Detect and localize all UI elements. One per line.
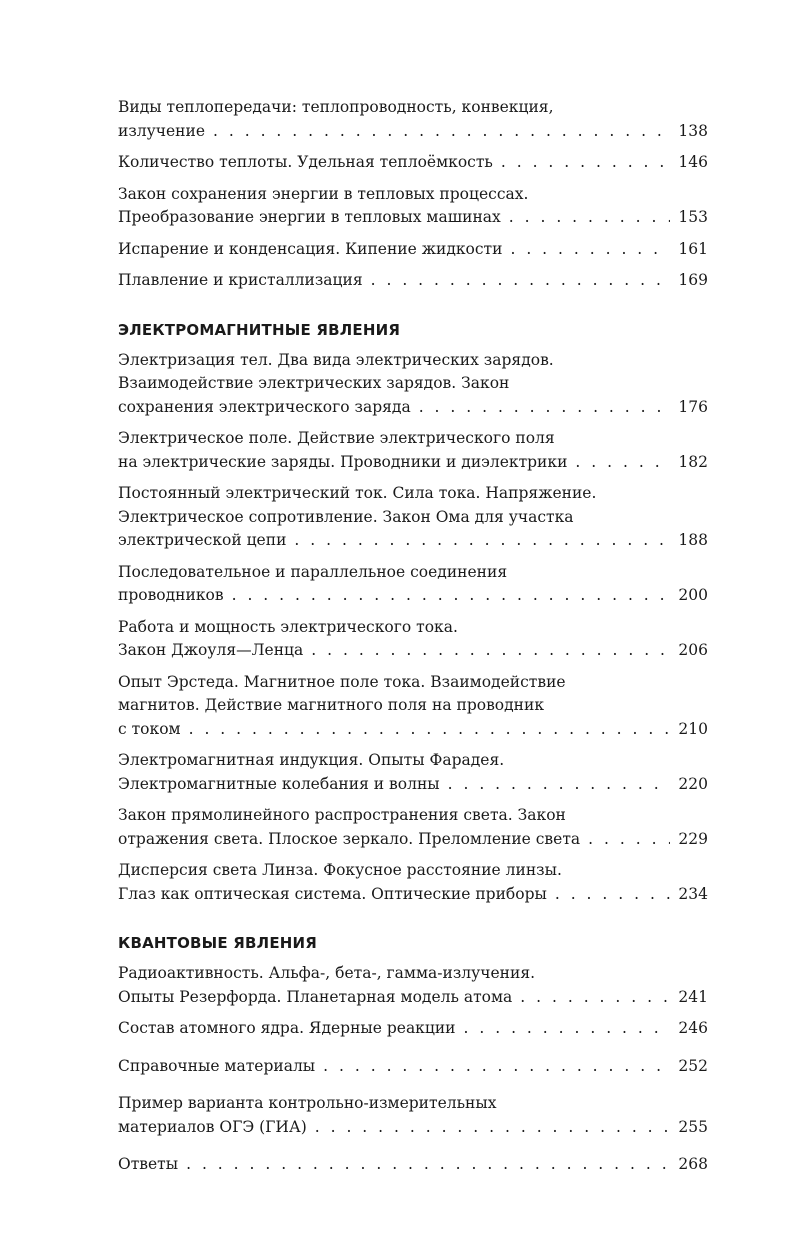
dot-leader bbox=[588, 828, 670, 852]
toc-entry bbox=[118, 1153, 708, 1177]
toc-entry-line bbox=[118, 269, 708, 293]
page-number: 255 bbox=[678, 1117, 708, 1136]
page-number: 246 bbox=[678, 1019, 708, 1037]
toc-entry bbox=[118, 349, 708, 420]
toc-entry-line: Виды теплопередачи: теплопроводность, конвекция, bbox=[118, 98, 554, 116]
toc-entry-text: Плавление и кристаллизация bbox=[118, 271, 363, 289]
toc-entry-line bbox=[118, 639, 708, 663]
toc-entry-line: Радиоактивность. Альфа-, бета-, гамма-излучения. bbox=[118, 964, 536, 982]
toc-entry-line bbox=[118, 1017, 708, 1041]
toc-entry-text: материалов ОГЭ (ГИА) bbox=[118, 1117, 307, 1136]
toc-entry bbox=[118, 183, 708, 230]
toc-entry-text: с током bbox=[118, 719, 181, 738]
toc-entry-line bbox=[118, 718, 708, 742]
toc-entry-line: Работа и мощность электрического тока. bbox=[118, 617, 458, 636]
toc-entry-line: Постоянный электрический ток. Сила тока. Напряжение. bbox=[118, 484, 597, 502]
toc-entry-line bbox=[118, 529, 708, 553]
dot-leader bbox=[323, 1055, 670, 1079]
page-number: 146 bbox=[678, 153, 708, 171]
toc-entry-line: Закон прямолинейного распространения света. Закон bbox=[118, 806, 566, 824]
toc-entry-line: Закон сохранения энергии в тепловых процессах. bbox=[118, 184, 529, 203]
toc-entry-text: на электрические заряды. Проводники и диэлектрики bbox=[118, 452, 568, 471]
dot-leader bbox=[501, 151, 671, 175]
toc-entry bbox=[118, 482, 708, 553]
page-number: 161 bbox=[678, 239, 708, 258]
page-number: 188 bbox=[678, 531, 708, 549]
toc-entry-line bbox=[118, 773, 708, 797]
toc-entry bbox=[118, 427, 708, 474]
toc-entry bbox=[118, 671, 708, 742]
dot-leader bbox=[189, 718, 671, 742]
page-number: 220 bbox=[678, 774, 708, 793]
toc-entry bbox=[118, 561, 708, 608]
toc-entry-text: Преобразование энергии в тепловых машинах bbox=[118, 208, 501, 226]
toc-entry-line: Электрическое сопротивление. Закон Ома для участка bbox=[118, 507, 574, 526]
dot-leader bbox=[186, 1153, 670, 1177]
dot-leader bbox=[419, 396, 671, 420]
page-number: 206 bbox=[678, 641, 708, 659]
dot-leader bbox=[555, 883, 671, 907]
page-number: 234 bbox=[678, 884, 708, 903]
toc-entry-line bbox=[118, 151, 708, 175]
toc-entry-line bbox=[118, 883, 708, 907]
page-number: 229 bbox=[678, 829, 708, 848]
toc-entry-line: Взаимодействие электрических зарядов. Закон bbox=[118, 374, 510, 392]
toc-entry bbox=[118, 238, 708, 262]
toc-entry bbox=[118, 804, 708, 851]
toc-entry bbox=[118, 616, 708, 663]
page-number: 241 bbox=[678, 987, 708, 1006]
section-title: ЭЛЕКТРОМАГНИТНЫЕ ЯВЛЕНИЯ bbox=[118, 320, 401, 339]
page-number: 153 bbox=[678, 208, 708, 226]
toc-entry-line bbox=[118, 828, 708, 852]
toc-entry-text: электрической цепи bbox=[118, 531, 287, 549]
toc-entry-line bbox=[118, 120, 708, 144]
toc-entry-line bbox=[118, 584, 708, 608]
dot-leader bbox=[575, 451, 670, 475]
toc-entry bbox=[118, 1017, 708, 1041]
toc-entry bbox=[118, 1055, 708, 1079]
toc-entry bbox=[118, 859, 708, 906]
toc-entry-text: излучение bbox=[118, 121, 206, 140]
toc-entry-line bbox=[118, 396, 708, 420]
toc-entry-text: Ответы bbox=[118, 1155, 179, 1173]
toc-entry bbox=[118, 96, 708, 143]
dot-leader bbox=[509, 206, 671, 230]
dot-leader bbox=[232, 584, 671, 608]
dot-leader bbox=[510, 238, 670, 262]
dot-leader bbox=[294, 529, 670, 553]
toc-entry bbox=[118, 962, 708, 1009]
toc-entry-text: отражения света. Плоское зеркало. Преломление света bbox=[118, 829, 581, 848]
toc-entry-line: Последовательное и параллельное соединения bbox=[118, 562, 508, 581]
toc-entry-text: сохранения электрического заряда bbox=[118, 397, 411, 416]
toc-entry-line: Электризация тел. Два вида электрических зарядов. bbox=[118, 350, 554, 369]
page-number: 210 bbox=[678, 719, 708, 738]
dot-leader bbox=[371, 269, 671, 293]
section-title: КВАНТОВЫЕ ЯВЛЕНИЯ bbox=[118, 934, 318, 952]
toc-entry-line: Электромагнитная индукция. Опыты Фарадея. bbox=[118, 751, 505, 769]
toc-entry-line bbox=[118, 1116, 708, 1140]
page-number: 176 bbox=[678, 397, 708, 416]
dot-leader bbox=[448, 773, 671, 797]
page-number: 252 bbox=[678, 1056, 708, 1075]
toc-entry-text: Количество теплоты. Удельная теплоёмкость bbox=[118, 153, 493, 171]
toc-entry-line bbox=[118, 206, 708, 230]
toc-entry-text: Глаз как оптическая система. Оптические приборы bbox=[118, 884, 547, 903]
dot-leader bbox=[520, 986, 670, 1010]
toc-entry bbox=[118, 151, 708, 175]
page-number: 182 bbox=[678, 452, 708, 471]
toc-entry bbox=[118, 1092, 708, 1139]
toc-entry-line bbox=[118, 1153, 708, 1177]
toc-entry-text: Справочные материалы bbox=[118, 1056, 316, 1075]
toc-entry-line: Опыт Эрстеда. Магнитное поле тока. Взаимодействие bbox=[118, 672, 566, 691]
page-number: 169 bbox=[678, 271, 708, 289]
toc-entry bbox=[118, 749, 708, 796]
page-number: 138 bbox=[678, 121, 708, 140]
dot-leader bbox=[315, 1116, 671, 1140]
toc-entry-line bbox=[118, 238, 708, 262]
toc-entry-line bbox=[118, 1055, 708, 1079]
toc-entry-text: Состав атомного ядра. Ядерные реакции bbox=[118, 1019, 456, 1037]
toc-entry-line: Электрическое поле. Действие электрического поля bbox=[118, 429, 555, 447]
toc-entry-text: Испарение и конденсация. Кипение жидкости bbox=[118, 239, 503, 258]
toc-entry-line: магнитов. Действие магнитного поля на проводник bbox=[118, 696, 545, 714]
toc-entry-text: Закон Джоуля—Ленца bbox=[118, 641, 304, 659]
toc-entry-line: Пример варианта контрольно-измерительных bbox=[118, 1094, 497, 1112]
toc-entry-line bbox=[118, 451, 708, 475]
table-of-contents bbox=[118, 96, 708, 1185]
dot-leader bbox=[464, 1017, 671, 1041]
dot-leader bbox=[311, 639, 670, 663]
toc-entry-text: проводников bbox=[118, 586, 224, 604]
toc-entry bbox=[118, 269, 708, 293]
toc-entry-text: Электромагнитные колебания и волны bbox=[118, 774, 440, 793]
page-number: 200 bbox=[678, 586, 708, 604]
toc-entry-line bbox=[118, 986, 708, 1010]
dot-leader bbox=[213, 120, 670, 144]
toc-entry-text: Опыты Резерфорда. Планетарная модель атома bbox=[118, 987, 513, 1006]
page-number: 268 bbox=[678, 1155, 708, 1173]
toc-entry-line: Дисперсия света Линза. Фокусное расстояние линзы. bbox=[118, 861, 562, 879]
